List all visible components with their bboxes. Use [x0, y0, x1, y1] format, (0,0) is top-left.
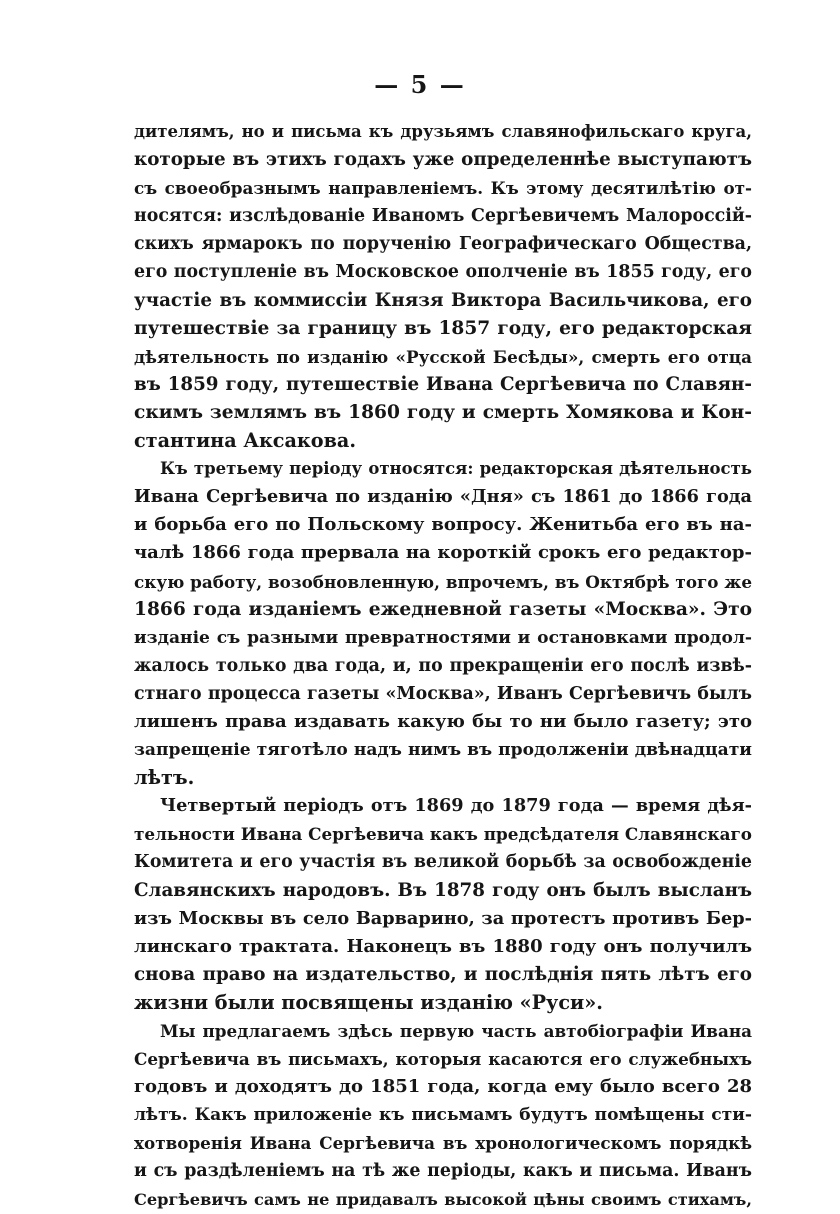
text-line: съ своеобразнымъ направленіемъ. Къ этому десятилѣтію от-: [134, 178, 752, 199]
body-text: [134, 118, 752, 1214]
text-line: Мы предлагаемъ здѣсь первую часть автобіографіи Ивана: [160, 1021, 752, 1041]
text-line: тельности Ивана Сергѣевича какъ предсѣдателя Славянскаго: [134, 824, 752, 845]
text-line: лѣтъ.: [134, 766, 195, 790]
paragraph: [134, 792, 752, 1017]
text-line: дѣятельность по изданію «Русской Бесѣды», смерть его отца: [134, 346, 752, 367]
page-number: — 5 —: [374, 70, 466, 99]
text-line: и съ раздѣленіемъ на тѣ же періоды, какъ и письма. Иванъ: [134, 1161, 752, 1182]
text-line: снова право на издательство, и послѣднія пять лѣтъ его: [134, 963, 752, 985]
text-line: лѣтъ. Какъ приложеніе къ письмамъ будутъ помѣщены сти-: [134, 1105, 752, 1126]
paragraph: [134, 1017, 752, 1214]
text-line: путешествіе за границу въ 1857 году, его редакторская: [134, 317, 752, 339]
text-line: линскаго трактата. Наконецъ въ 1880 году онъ получилъ: [134, 935, 752, 957]
text-line: Сергѣевичъ самъ не придавалъ высокой цѣны своимъ стихамъ,: [134, 1189, 752, 1209]
text-line: запрещеніе тяготѣло надъ нимъ въ продолженіи двѣнадцати: [134, 740, 752, 761]
text-line: изъ Москвы въ село Варварино, за протестъ противъ Бер-: [134, 907, 752, 929]
text-line: скую работу, возобновленную, впрочемъ, въ Октябрѣ того же: [134, 571, 752, 592]
text-line: скихъ ярмарокъ по порученію Географическаго Общества,: [134, 234, 752, 255]
text-line: 1866 года изданіемъ ежедневной газеты «Москва». Это: [134, 598, 752, 620]
paragraph: [134, 118, 752, 455]
text-line: носятся: изслѣдованіе Иваномъ Сергѣевичемъ Малороссій-: [134, 206, 752, 227]
text-line: участіе въ коммиссіи Князя Виктора Васильчикова, его: [134, 289, 752, 311]
text-line: его поступленіе въ Московское ополченіе въ 1855 году, его: [134, 262, 752, 283]
text-line: которые въ этихъ годахъ уже определеннѣе выступаютъ: [134, 149, 752, 171]
text-line: Сергѣевича въ письмахъ, которыя касаются его служебныхъ: [134, 1049, 752, 1070]
text-line: Ивана Сергѣевича по изданію «Дня» съ 1861 до 1866 года: [134, 486, 752, 508]
text-line: лишенъ права издавать какую бы то ни было газету; это: [134, 710, 752, 732]
text-line: скимъ землямъ въ 1860 году и смерть Хомякова и Кон-: [134, 401, 752, 423]
text-line: жизни были посвящены изданію «Руси».: [134, 990, 603, 1014]
paragraph: [134, 455, 752, 792]
text-line: годовъ и доходятъ до 1851 года, когда ему было всего 28: [134, 1076, 752, 1098]
text-line: чалѣ 1866 года прервала на короткій срокъ его редактор-: [134, 542, 752, 564]
text-line: изданіе съ разными превратностями и остановками продол-: [134, 627, 752, 648]
text-line: Славянскихъ народовъ. Въ 1878 году онъ былъ высланъ: [134, 879, 752, 901]
text-line: дителямъ, но и письма къ друзьямъ славянофильскаго круга,: [134, 122, 752, 141]
text-line: жалось только два года, и, по прекращеніи его послѣ извѣ-: [134, 655, 752, 676]
text-line: Къ третьему періоду относятся: редакторская дѣятельность: [160, 459, 752, 479]
text-line: и борьба его по Польскому вопросу. Женитьба его въ на-: [134, 514, 752, 536]
text-line: хотворенія Ивана Сергѣевича въ хронологическомъ порядкѣ: [134, 1133, 752, 1154]
text-line: стантина Аксакова.: [134, 429, 357, 453]
text-line: въ 1859 году, путешествіе Ивана Сергѣевича по Славян-: [134, 373, 752, 395]
text-line: стнаго процесса газеты «Москва», Иванъ Сергѣевичъ былъ: [134, 683, 752, 704]
text-line: Комитета и его участія въ великой борьбѣ за освобожденіе: [134, 852, 752, 873]
text-line: Четвертый періодъ отъ 1869 до 1879 года — время дѣя-: [160, 795, 752, 817]
